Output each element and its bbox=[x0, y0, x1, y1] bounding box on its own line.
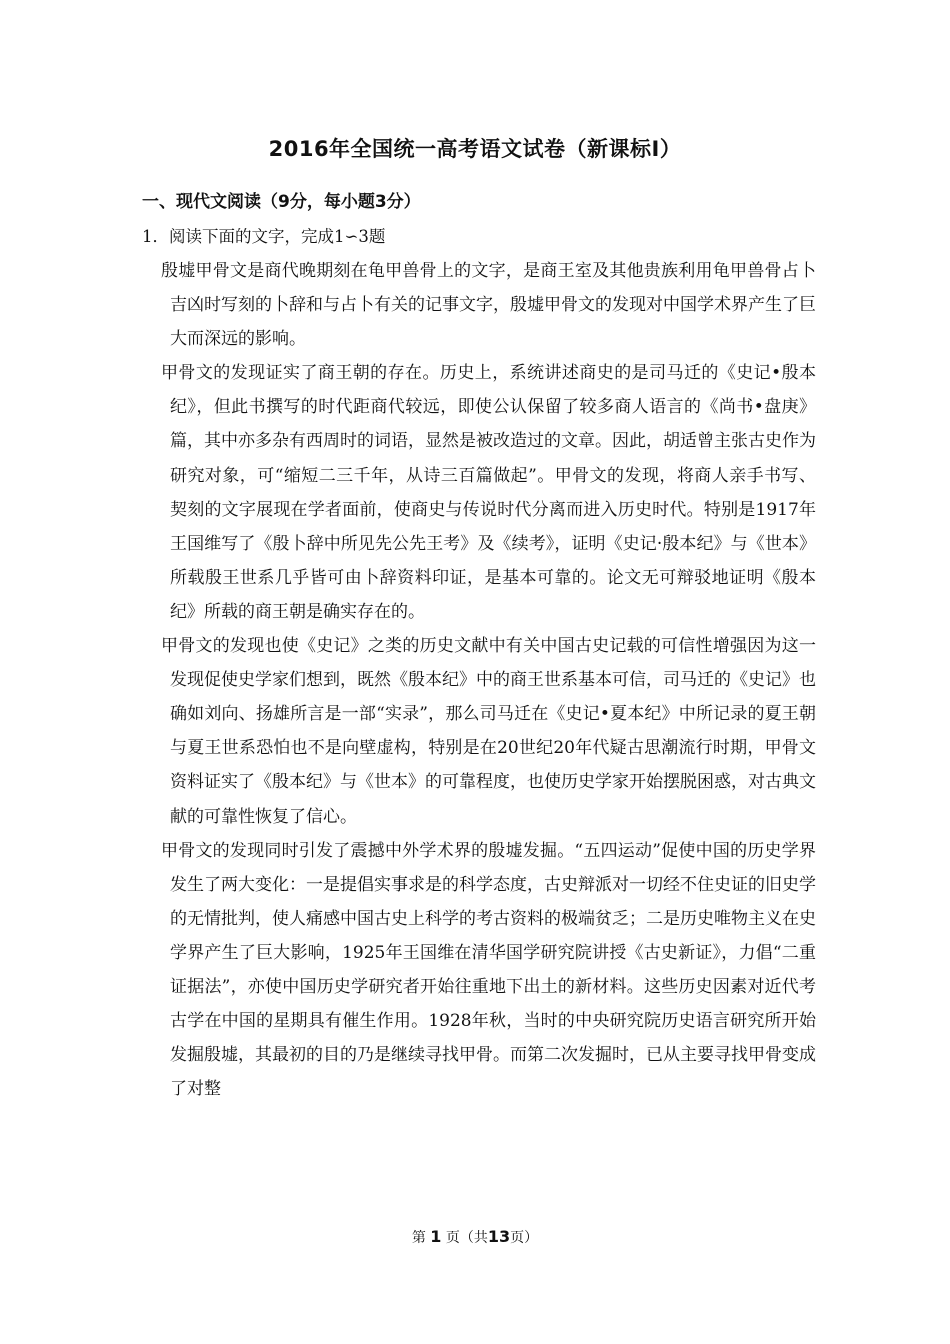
footer-prefix: 第 bbox=[411, 1230, 426, 1246]
passage-paragraph-3: 甲骨文的发现也使《史记》之类的历史文献中有关中国古史记载的可信性增强因为这一发现促使史学家们想到，既然《殷本纪》中的商王世系基本可信，司马迁的《史记》也确如刘向、扬雄所言是一部“实录”，那么司马迁在《史记•夏本纪》中所记录的夏王朝与夏王世系恐怕也不是向壁虚构，特别是在20世纪20年代疑古思潮流行时期，甲骨文资料证实了《殷本纪》与《世本》的可靠程度，也使历史学家开始摆脱困惑，对古典文献的可靠性恢复了信心。 bbox=[161, 636, 816, 827]
passage-paragraph-2: 甲骨文的发现证实了商王朝的存在。历史上，系统讲述商史的是司马迁的《史记•殷本纪》，但此书撰写的时代距商代较远，即使公认保留了较多商人语言的《尚书•盘庚》篇，其中亦多杂有西周时的词语，显然是被改造过的文章。因此，胡适曾主张古史作为研究对象，可“缩短二三千年，从诗三百篇做起”。甲骨文的发现，将商人亲手书写、契刻的文字展现在学者面前，使商史与传说时代分离而进入历史时代。特别是1917年王国维写了《殷卜辞中所见先公先王考》及《续考》，证明《史记·殷本纪》与《世本》所载殷王世系几乎皆可由卜辞资料印证，是基本可靠的。论文无可辩驳地证明《殷本纪》所载的商王朝是确实存在的。 bbox=[161, 363, 816, 622]
reading-passage bbox=[146, 254, 816, 1106]
footer-page-number: 1 bbox=[430, 1227, 442, 1246]
question-prompt: 1．阅读下面的文字，完成1∽3题 bbox=[142, 227, 386, 246]
page-title: 2016年全国统一高考语文试卷（新课标Ⅰ） bbox=[268, 137, 682, 161]
section-heading: 一、现代文阅读（9分，每小题3分） bbox=[142, 192, 421, 212]
footer-suffix: 页） bbox=[510, 1230, 539, 1246]
passage-paragraph-1: 殷墟甲骨文是商代晚期刻在龟甲兽骨上的文字，是商王室及其他贵族利用龟甲兽骨占卜吉凶时写刻的卜辞和与占卜有关的记事文字，殷墟甲骨文的发现对中国学术界产生了巨大而深远的影响。 bbox=[161, 261, 816, 350]
passage-paragraph-4: 甲骨文的发现同时引发了震撼中外学术界的殷墟发掘。“五四运动”促使中国的历史学界发生了两大变化：一是提倡实事求是的科学态度，古史辩派对一切经不住史证的旧史学的无情批判，使人痛感中国古史上科学的考古资料的极端贫乏；二是历史唯物主义在史学界产生了巨大影响，1925年王国维在清华国学研究院讲授《古史新证》，力倡“二重证据法”，亦使中国历史学研究者开始往重地下出土的新材料。这些历史因素对近代考古学在中国的星期具有催生作用。1928年秋，当时的中央研究院历史语言研究所开始发掘殷墟，其最初的目的乃是继续寻找甲骨。而第二次发掘时，已从主要寻找甲骨变成了对整 bbox=[161, 840, 816, 1100]
page-footer bbox=[0, 1227, 950, 1247]
footer-middle: 页（共 bbox=[445, 1230, 488, 1246]
footer-total-pages: 13 bbox=[487, 1227, 511, 1246]
